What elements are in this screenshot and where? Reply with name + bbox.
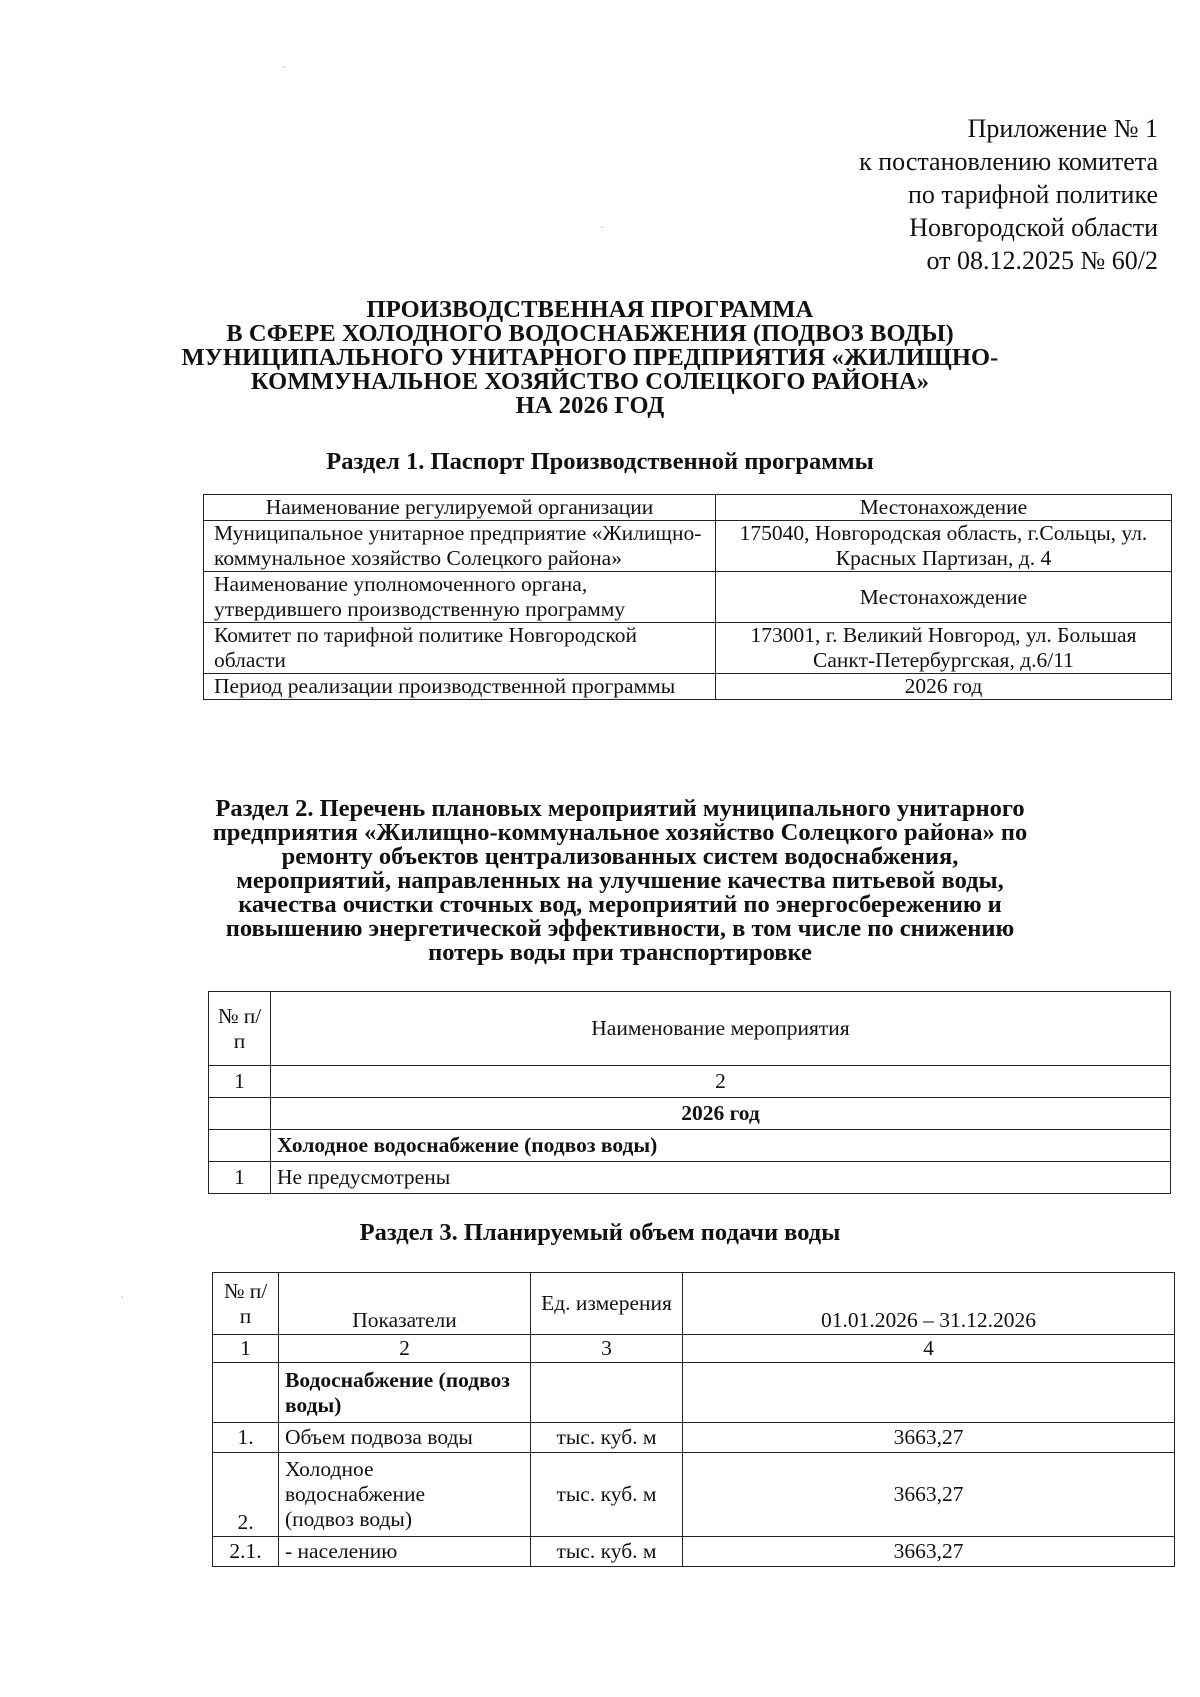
heading-line: повышению энергетической эффективности, в том числе по снижению [225, 915, 1015, 942]
appendix-line: от 08.12.2025 № 60/2 [926, 246, 1158, 275]
table-row [209, 1162, 1171, 1194]
table-cell: Объем подвоза воды [279, 1423, 531, 1453]
table-row [209, 992, 1171, 1066]
table-cell: тыс. куб. м [531, 1537, 683, 1567]
table-cell: 3663,27 [683, 1537, 1175, 1567]
table-row [204, 623, 1172, 674]
scan-speck: · [282, 60, 286, 74]
section1-heading: Раздел 1. Паспорт Производственной программы [326, 448, 874, 475]
heading-line: мероприятий, направленных на улучшение качества питьевой воды, [236, 867, 1004, 894]
measures-table [208, 991, 1171, 1194]
table-cell: Наименование мероприятия [271, 992, 1171, 1066]
table-cell: 2 [279, 1335, 531, 1363]
appendix-line: Новгородской области [909, 213, 1158, 242]
supply-table [212, 1272, 1175, 1567]
title-line: НА 2026 ГОД [515, 392, 665, 419]
table-cell [213, 1363, 279, 1423]
table-cell: Не предусмотрены [271, 1162, 1171, 1194]
heading-line: потерь воды при транспортировке [428, 939, 812, 966]
table-cell: № п/п [213, 1273, 279, 1335]
table-cell: Наименование регулируемой организации [204, 495, 716, 521]
cell-text: Холодное водоснабжение (подвоз воды) [285, 1457, 426, 1531]
scan-speck: · [600, 220, 604, 234]
table-cell: Местонахождение [716, 572, 1172, 623]
document-title [160, 298, 1020, 418]
table-row [213, 1453, 1175, 1537]
scan-speck: · [120, 1290, 124, 1304]
appendix-line: по тарифной политике [908, 180, 1158, 209]
table-cell: 2026 год [716, 674, 1172, 700]
table-cell: Муниципальное унитарное предприятие «Жилищно-коммунальное хозяйство Солецкого района» [204, 521, 716, 572]
table-cell: - населению [279, 1537, 531, 1567]
table-cell: 173001, г. Великий Новгород, ул. Большая Санкт-Петербургская, д.6/11 [716, 623, 1172, 674]
heading-line: предприятия «Жилищно-коммунальное хозяйство Солецкого района» по [212, 819, 1028, 846]
table-cell: тыс. куб. м [531, 1453, 683, 1537]
table-row [213, 1363, 1175, 1423]
table-cell: Местонахождение [716, 495, 1172, 521]
table-cell: 3663,27 [683, 1423, 1175, 1453]
table-row [204, 495, 1172, 521]
table-cell: тыс. куб. м [531, 1423, 683, 1453]
appendix-line: к постановлению комитета [859, 147, 1158, 176]
title-line: ПРОИЗВОДСТВЕННАЯ ПРОГРАММА [366, 296, 814, 323]
table-row [204, 572, 1172, 623]
table-cell [209, 1130, 271, 1162]
heading-line: ремонту объектов централизованных систем водоснабжения, [281, 843, 959, 870]
table-cell: № п/п [209, 992, 271, 1066]
table-cell: 1 [213, 1335, 279, 1363]
table-row [204, 521, 1172, 572]
table-cell [209, 1098, 271, 1130]
table-cell: 01.01.2026 – 31.12.2026 [683, 1273, 1175, 1335]
table-cell: 2026 год [271, 1098, 1171, 1130]
table-row [213, 1273, 1175, 1335]
table-cell: 1. [213, 1423, 279, 1453]
table-row [213, 1423, 1175, 1453]
appendix-block [859, 112, 1158, 277]
title-line: КОММУНАЛЬНОЕ ХОЗЯЙСТВО СОЛЕЦКОГО РАЙОНА» [250, 368, 930, 395]
appendix-line: Приложение № 1 [967, 114, 1158, 143]
table-cell: Холодное водоснабжение (подвоз воды) [271, 1130, 1171, 1162]
table-row [213, 1335, 1175, 1363]
table-cell [683, 1363, 1175, 1423]
title-line: МУНИЦИПАЛЬНОГО УНИТАРНОГО ПРЕДПРИЯТИЯ «ЖИЛИЩНО- [181, 344, 999, 371]
table-cell: 2 [271, 1066, 1171, 1098]
table-row [209, 1130, 1171, 1162]
table-cell: Ед. измерения [531, 1273, 683, 1335]
table-cell: Показатели [279, 1273, 531, 1335]
table-row [213, 1537, 1175, 1567]
table-cell: 4 [683, 1335, 1175, 1363]
table-cell: 175040, Новгородская область, г.Сольцы, ул. Красных Партизан, д. 4 [716, 521, 1172, 572]
table-cell: Комитет по тарифной политике Новгородской области [204, 623, 716, 674]
table-cell [279, 1453, 531, 1537]
table-row [209, 1098, 1171, 1130]
table-row [209, 1066, 1171, 1098]
section3-heading: Раздел 3. Планируемый объем подачи воды [359, 1219, 841, 1246]
table-cell: 3663,27 [683, 1453, 1175, 1537]
table-cell: 1 [209, 1162, 271, 1194]
table-cell: Водоснабжение (подвоз воды) [279, 1363, 531, 1423]
section2-heading [150, 797, 1090, 965]
table-cell: Наименование уполномоченного органа, утвердившего производственную программу [204, 572, 716, 623]
table-cell: 2. [213, 1453, 279, 1537]
table-cell [531, 1363, 683, 1423]
table-row [204, 674, 1172, 700]
table-cell: 1 [209, 1066, 271, 1098]
passport-table [203, 494, 1172, 700]
heading-line: Раздел 2. Перечень плановых мероприятий муниципального унитарного [215, 795, 1025, 822]
table-cell: 2.1. [213, 1537, 279, 1567]
table-cell: 3 [531, 1335, 683, 1363]
table-cell: Период реализации производственной программы [204, 674, 716, 700]
title-line: В СФЕРЕ ХОЛОДНОГО ВОДОСНАБЖЕНИЯ (ПОДВОЗ ВОДЫ) [226, 320, 954, 347]
heading-line: качества очистки сточных вод, мероприятий по энергосбережению и [238, 891, 1002, 918]
